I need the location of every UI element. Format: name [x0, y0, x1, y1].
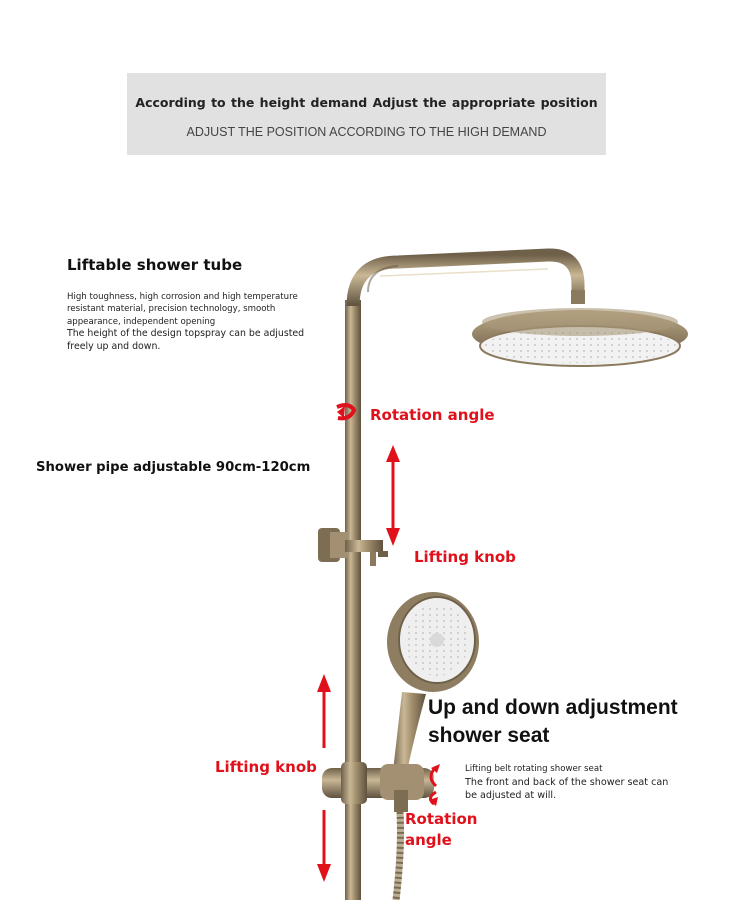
seat-title-line: shower seat [428, 724, 550, 747]
desc-line: High toughness, high corrosion and high temperature [67, 292, 298, 302]
seat-desc-line: The front and back of the shower seat can [465, 777, 669, 788]
desc-line: appearance, independent opening [67, 316, 216, 327]
main-pipe [345, 300, 361, 900]
seat-desc-line: be adjusted at will. [465, 790, 557, 801]
desc-line: resistant material, precision technology, smooth [67, 304, 276, 315]
seat-title-line: Up and down adjustment [428, 696, 678, 719]
rotation-label-line: angle [405, 831, 452, 849]
seat-desc-line: Lifting belt rotating shower seat [465, 764, 603, 774]
hand-shower [387, 592, 479, 782]
seat-description [465, 763, 668, 802]
liftable-tube-description [67, 291, 304, 353]
top-arm [353, 255, 578, 306]
pipe-adjustable-label: Shower pipe adjustable 90cm-120cm [36, 460, 311, 475]
banner-line-1: According to the height demand Adjust the appropriate position [135, 95, 598, 110]
desc-line: freely up and down. [67, 340, 161, 352]
banner-line-2: ADJUST THE POSITION ACCORDING TO THE HIGH DEMAND [186, 125, 547, 139]
shower-seat [322, 762, 434, 812]
seat-title [428, 694, 678, 750]
desc-line: The height of the design topspray can be adjusted [67, 328, 305, 340]
vertical-arrow-top [386, 445, 400, 546]
liftable-tube-title: Liftable shower tube [67, 256, 243, 274]
rotation-angle-label-bottom [405, 809, 477, 851]
rotation-angle-label-top: Rotation angle [370, 406, 495, 424]
rain-shower-head [472, 308, 688, 366]
lifting-knob-label-right: Lifting knob [414, 548, 516, 566]
rotation-label-line: Rotation [405, 810, 478, 828]
banner [127, 73, 606, 155]
lifting-knob-label-left: Lifting knob [215, 758, 317, 776]
